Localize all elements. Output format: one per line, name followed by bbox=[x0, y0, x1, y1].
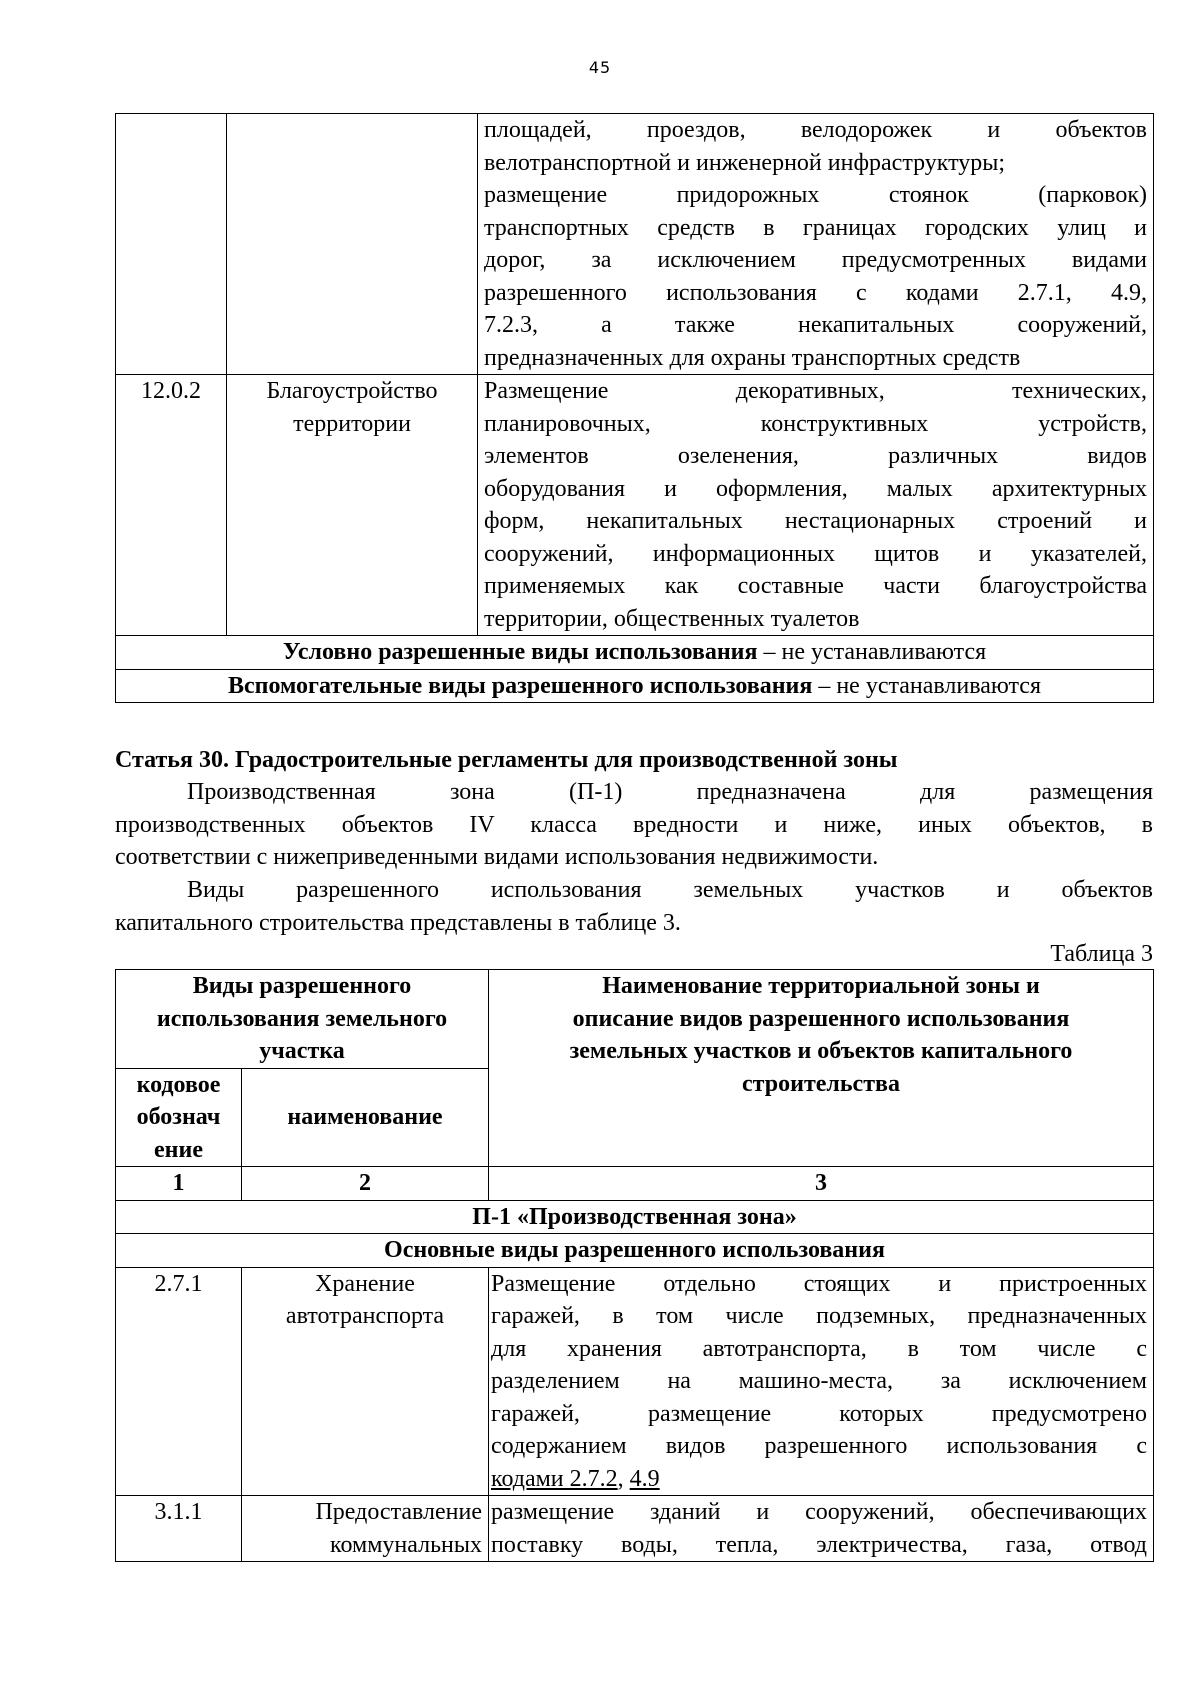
description-line: гаражей, размещение которых предусмотрено bbox=[491, 1400, 1147, 1427]
table-row bbox=[116, 114, 1154, 375]
header-line: земельных участков и объектов капитального bbox=[569, 1038, 1073, 1064]
description-line: сооружений, информационных щитов и указателей, bbox=[484, 540, 1147, 567]
table-row bbox=[116, 636, 1154, 670]
article-paragraph-1 bbox=[115, 776, 1153, 874]
description-line: площадей, проездов, велодорожек и объектов bbox=[484, 117, 1147, 143]
description-line: оборудования и оформления, малых архитектурных bbox=[484, 475, 1147, 502]
description-line: элементов озеленения, различных видов bbox=[484, 443, 1147, 469]
header-line: ение bbox=[154, 1136, 203, 1163]
header-name-cell: наименование bbox=[242, 1068, 489, 1167]
column-number: 2 bbox=[242, 1167, 489, 1201]
description-line: 7.2.3, а также некапитальных сооружений, bbox=[484, 312, 1147, 338]
auxiliary-uses-row bbox=[116, 669, 1154, 703]
code-cell: 12.0.2 bbox=[116, 375, 227, 636]
description-line: разрешенного использования с кодами 2.7.1, 4.9, bbox=[484, 279, 1147, 306]
article-paragraph-2 bbox=[115, 874, 1153, 939]
table-row bbox=[116, 1267, 1154, 1496]
description-line: размещение придорожных стоянок (парковок) bbox=[484, 182, 1147, 208]
name-cell bbox=[227, 375, 478, 636]
description-line: территории, общественных туалетов bbox=[484, 605, 860, 632]
name-line: территории bbox=[293, 410, 411, 437]
description-line bbox=[491, 1463, 1147, 1496]
description-line: для хранения автотранспорта, в том числе с bbox=[491, 1335, 1147, 1362]
paragraph-line: капитального строительства представлены в таблице 3. bbox=[115, 909, 681, 936]
header-line: участка bbox=[259, 1038, 345, 1064]
header-line: Виды разрешенного bbox=[192, 973, 412, 999]
name-cell bbox=[242, 1267, 489, 1496]
description-line: велотранспортной и инженерной инфраструктуры; bbox=[484, 149, 1006, 176]
description-line: разделением на машино-места, за исключением bbox=[491, 1368, 1147, 1394]
description-line: размещение зданий и сооружений, обеспечивающих bbox=[491, 1499, 1147, 1525]
description-line: форм, некапитальных нестационарных строений и bbox=[484, 508, 1147, 534]
column-number-row bbox=[116, 1167, 1154, 1201]
header-line: строительства bbox=[742, 1070, 900, 1097]
description-cell bbox=[478, 375, 1154, 636]
zone-title: П-1 «Производственная зона» bbox=[116, 1200, 1154, 1234]
name-line: автотранспорта bbox=[285, 1303, 445, 1329]
description-cell bbox=[489, 1496, 1154, 1562]
conditional-uses-row bbox=[116, 636, 1154, 670]
description-line: дорог, за исключением предусмотренных видами bbox=[484, 247, 1147, 273]
paragraph-line: производственных объектов IV класса вредности и ниже, иных объектов, в bbox=[115, 811, 1153, 838]
auxiliary-uses-status: – не устанавливаются bbox=[812, 672, 1041, 699]
header-line: Наименование территориальной зоны и bbox=[602, 973, 1040, 999]
table-row bbox=[116, 375, 1154, 636]
paragraph-line: соответствии с нижеприведенными видами использования недвижимости. bbox=[115, 844, 879, 870]
name-line: Хранение bbox=[315, 1270, 415, 1297]
conditional-uses-status: – не устанавливаются bbox=[757, 639, 987, 665]
table-row bbox=[116, 669, 1154, 703]
zone-title-row bbox=[116, 1200, 1154, 1234]
header-line: кодовое bbox=[136, 1071, 221, 1098]
page-number: 45 bbox=[588, 58, 612, 77]
paragraph-line: Виды разрешенного использования земельных участков и объектов bbox=[187, 877, 1153, 903]
table-3 bbox=[115, 969, 1154, 1562]
description-line: предназначенных для охраны транспортных средств bbox=[484, 344, 1021, 371]
code-reference: 4.9 bbox=[629, 1465, 660, 1492]
zone-table-continued bbox=[115, 113, 1154, 703]
separator: , bbox=[617, 1465, 630, 1492]
column-number: 3 bbox=[489, 1167, 1154, 1201]
description-line: поставку воды, тепла, электричества, газа, отвод bbox=[491, 1531, 1147, 1558]
column-number: 1 bbox=[116, 1167, 242, 1201]
article-heading: Статья 30. Градостроительные регламенты для производственной зоны bbox=[115, 747, 898, 773]
description-line: Размещение декоративных, технических, bbox=[484, 378, 1147, 404]
header-description-cell bbox=[489, 970, 1154, 1167]
header-line: обознач bbox=[136, 1104, 221, 1130]
auxiliary-uses-title: Вспомогательные виды разрешенного использования bbox=[227, 672, 813, 699]
description-line: транспортных средств в границах городских улиц и bbox=[484, 214, 1147, 241]
table-row bbox=[116, 1496, 1154, 1562]
name-line: Благоустройство bbox=[266, 378, 438, 404]
header-line: использования земельного bbox=[156, 1005, 448, 1032]
code-reference: кодами 2.7.2 bbox=[491, 1465, 618, 1492]
description-cell bbox=[478, 114, 1154, 375]
code-cell bbox=[116, 114, 227, 375]
header-row bbox=[116, 970, 1154, 1069]
description-line: планировочных, конструктивных устройств, bbox=[484, 410, 1147, 437]
paragraph-line: Производственная зона (П-1) предназначена для размещения bbox=[187, 779, 1153, 805]
name-line: коммунальных bbox=[330, 1531, 482, 1558]
name-line: Предоставление bbox=[315, 1499, 482, 1525]
name-cell bbox=[227, 114, 478, 375]
name-cell bbox=[242, 1496, 489, 1562]
conditional-uses-title: Условно разрешенные виды использования bbox=[282, 639, 758, 665]
table-label: Таблица 3 bbox=[1050, 941, 1153, 967]
code-cell: 2.7.1 bbox=[116, 1267, 242, 1496]
description-line: применяемых как составные части благоустройства bbox=[484, 573, 1147, 599]
header-code-cell bbox=[116, 1068, 242, 1167]
code-cell: 3.1.1 bbox=[116, 1496, 242, 1562]
description-line: Размещение отдельно стоящих и пристроенных bbox=[491, 1270, 1147, 1297]
header-group-cell bbox=[116, 970, 489, 1069]
description-line: гаражей, в том числе подземных, предназначенных bbox=[491, 1303, 1147, 1329]
description-cell bbox=[489, 1267, 1154, 1496]
header-line: описание видов разрешенного использования bbox=[572, 1005, 1070, 1032]
main-uses-title: Основные виды разрешенного использования bbox=[116, 1234, 1154, 1268]
description-line: содержанием видов разрешенного использования с bbox=[491, 1433, 1147, 1459]
main-uses-row bbox=[116, 1234, 1154, 1268]
